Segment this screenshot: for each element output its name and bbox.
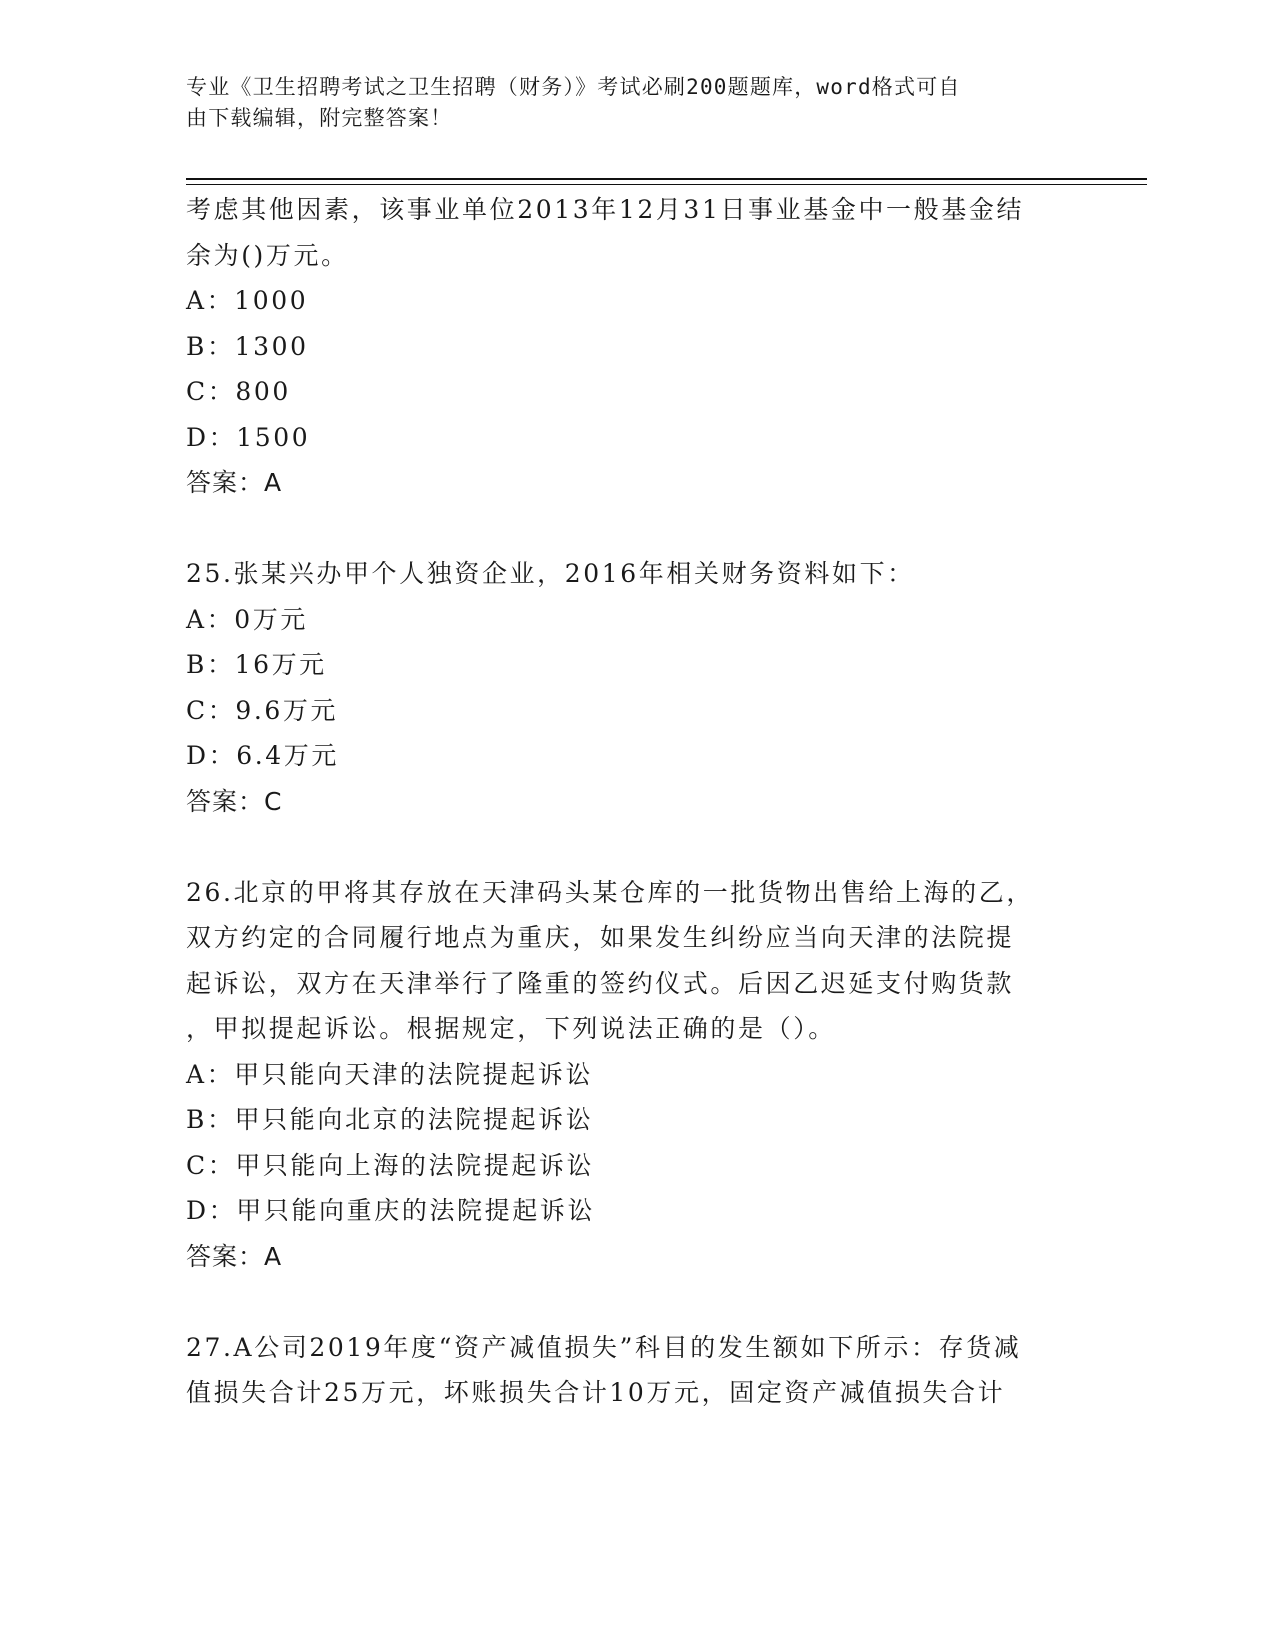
- question-27: [186, 1325, 1086, 1416]
- option-d: D：6.4万元: [186, 741, 340, 770]
- question-stem-line: 值损失合计25万元，坏账损失合计10万元，固定资产减值损失合计: [186, 1378, 1006, 1407]
- option-c: C：9.6万元: [186, 695, 339, 725]
- spacer: [186, 506, 1086, 552]
- option-b: B：1300: [186, 331, 309, 361]
- option-d: D：1500: [186, 422, 311, 452]
- question-25: [186, 551, 1086, 824]
- option-a: A：1000: [186, 286, 309, 315]
- answer-line: 答案：C: [186, 786, 283, 816]
- answer-line: 答案：A: [186, 1241, 283, 1271]
- question-stem-line: 余为()万元。: [186, 240, 349, 270]
- option-a: A：甲只能向天津的法院提起诉讼: [186, 1059, 594, 1089]
- option-b: B：16万元: [186, 650, 327, 679]
- question-stem-line: 起诉讼，双方在天津举行了隆重的签约仪式。后因乙迟延支付购货款: [186, 968, 1015, 998]
- question-stem-line: ，甲拟提起诉讼。根据规定，下列说法正确的是（）。: [186, 1014, 836, 1043]
- option-c: C：甲只能向上海的法院提起诉讼: [186, 1150, 595, 1180]
- header-line-2: 由下载编辑，附完整答案！: [186, 106, 453, 130]
- option-d: D：甲只能向重庆的法院提起诉讼: [186, 1196, 596, 1225]
- spacer: [186, 1279, 1086, 1325]
- option-a: A：0万元: [186, 604, 308, 634]
- option-c: C：800: [186, 377, 291, 406]
- question-stem-line: 双方约定的合同履行地点为重庆，如果发生纠纷应当向天津的法院提: [186, 923, 1015, 952]
- header-line-1: 专业《卫生招聘考试之卫生招聘（财务）》考试必刷200题题库，word格式可自: [186, 75, 961, 99]
- question-stem-line: 27.A公司2019年度“资产减值损失”科目的发生额如下所示：存货减: [186, 1332, 1022, 1362]
- header-rule-thick: [186, 178, 1147, 180]
- answer-line: 答案：A: [186, 468, 283, 497]
- question-26: [186, 870, 1086, 1280]
- option-b: B：甲只能向北京的法院提起诉讼: [186, 1105, 594, 1134]
- question-body: [186, 187, 1086, 1416]
- header-rule-thin: [186, 184, 1147, 185]
- question-stem-line: 26.北京的甲将其存放在天津码头某仓库的一批货物出售给上海的乙，: [186, 877, 1034, 907]
- question-stem-line: 25.张某兴办甲个人独资企业，2016年相关财务资料如下：: [186, 559, 915, 588]
- question-24: [186, 187, 1086, 506]
- document-header: [186, 72, 1066, 134]
- question-stem-line: 考虑其他因素，该事业单位2013年12月31日事业基金中一般基金结: [186, 195, 1025, 224]
- spacer: [186, 824, 1086, 870]
